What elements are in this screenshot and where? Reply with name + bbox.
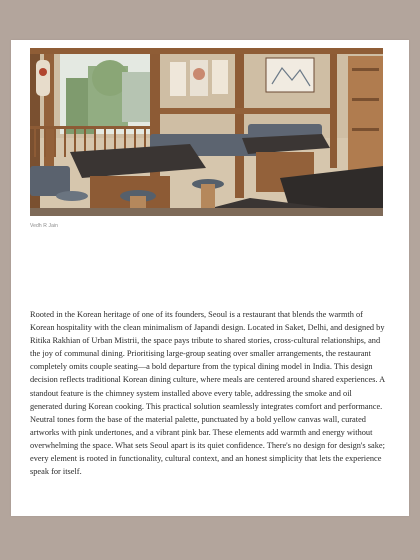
article-page <box>11 40 409 516</box>
photo-credit: Vedh R Jain <box>30 223 59 229</box>
restaurant-photo <box>30 48 383 216</box>
article-body: Rooted in the Korean heritage of one of its founders, Seoul is a restaurant that blends the warmth of Korean hospitality with the clean minimalism of Japandi design. Located in Saket, Delhi, and designed by Ritika Rakhian of Urban Mistrii, the space pays tribute to shared stories, cross-cultural relationships, and the joy of communal dining. Prioritising large-group seating over smaller arrangements, the restaurant completely omits couple seating—a bold departure from the typical dining model in India. This design decision reflects traditional Korean dining culture, where meals are centered around shared experiences. A standout feature is the chimney system installed above every table, addressing the smoke and oil generated during Korean cooking. This practical solution seamlessly integrates comfort and performance. Neutral tones form the base of the material palette, punctuated by a bold yellow canvas wall, curated artworks with pink undertones, and a vibrant pink bar. These elements add warmth and energy without overwhelming the space. What sets Seoul apart is its quiet confidence. There's no design for design's sake; every element is rooted in functionality, cultural context, and an honest simplicity that lets the experience speak for itself. <box>30 310 385 477</box>
restaurant-interior-image <box>30 48 383 216</box>
